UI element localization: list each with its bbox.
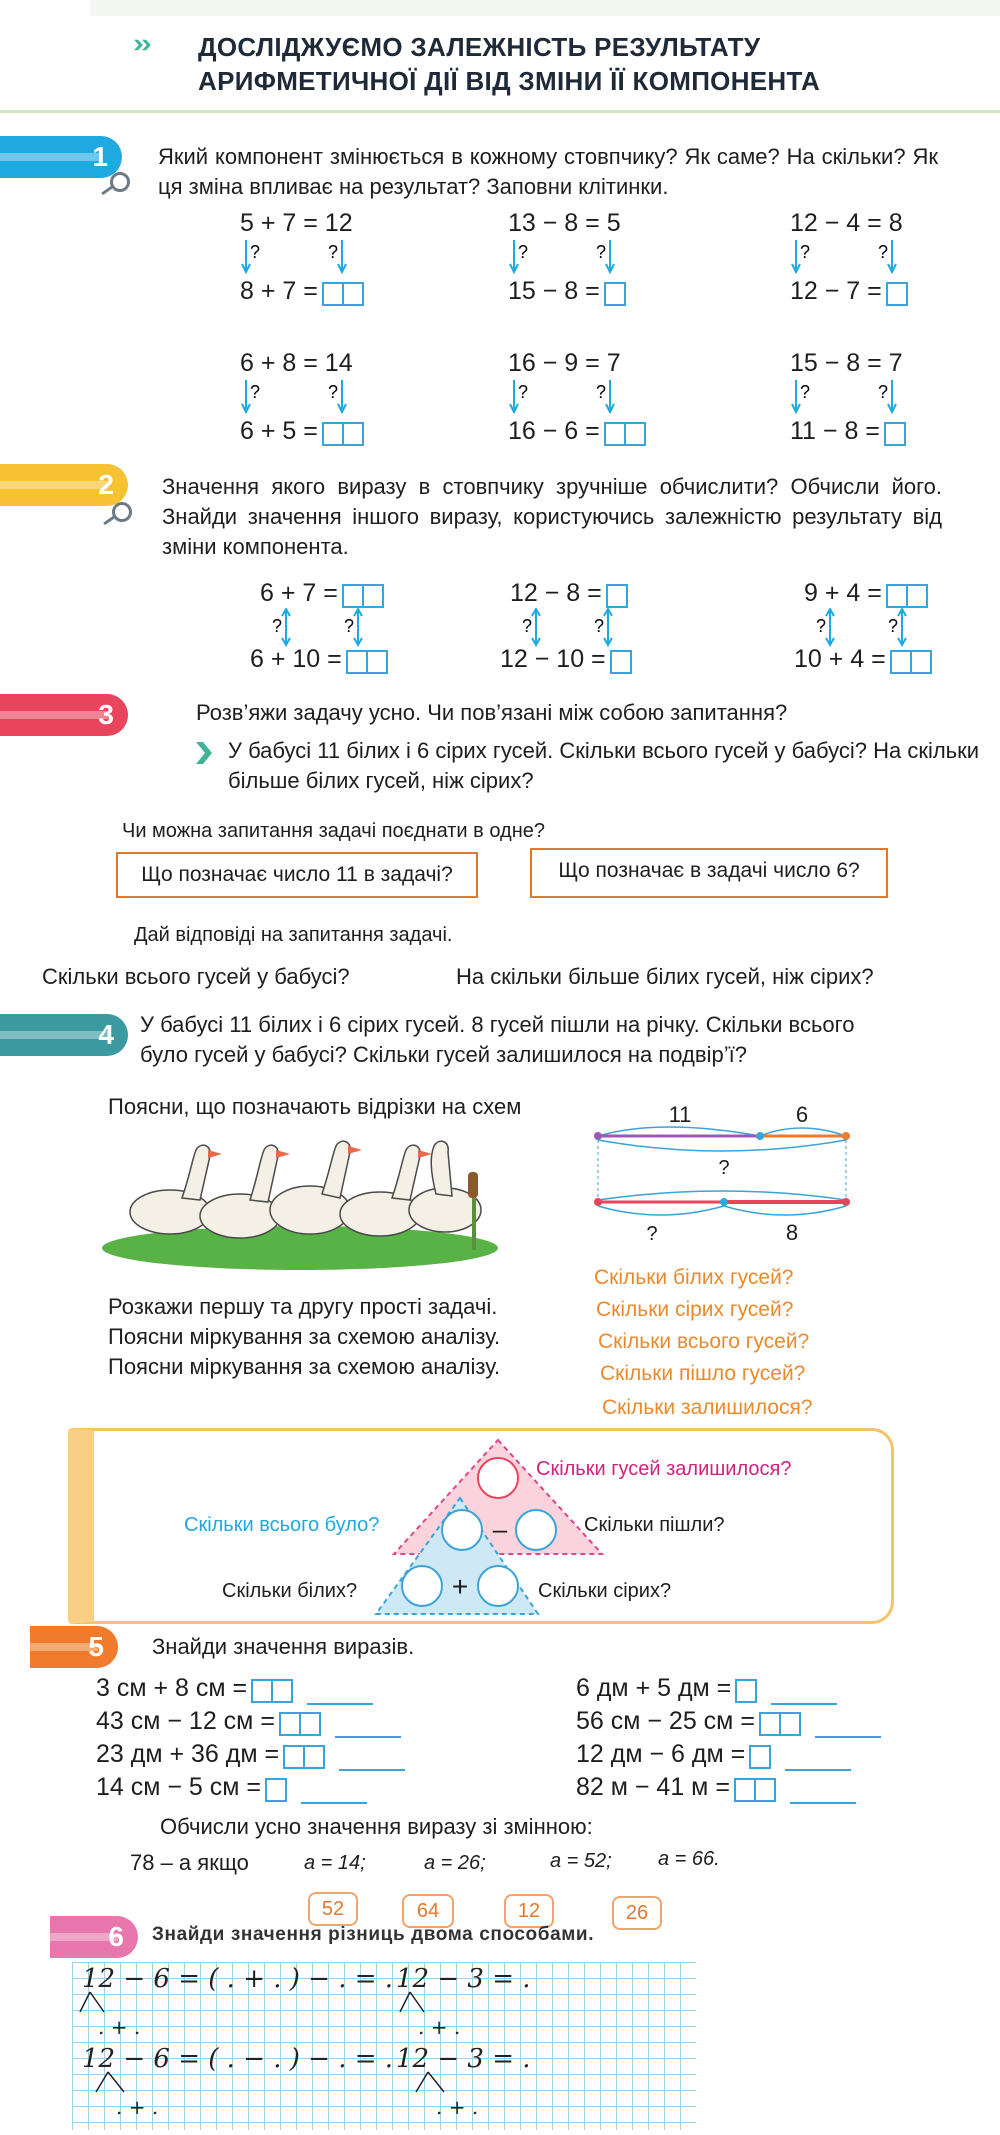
- task4-orange-q: Скільки пішло гусей?: [600, 1362, 806, 1385]
- header-top-strip: [90, 0, 1000, 16]
- equation-top: [510, 578, 628, 609]
- expression-text: 14 см − 5 см =: [96, 1773, 262, 1801]
- answer-cell[interactable]: [754, 1778, 776, 1802]
- answer-cell[interactable]: [910, 650, 932, 674]
- variable-value: а = 26;: [424, 1852, 486, 1874]
- answer-cell[interactable]: [759, 1712, 781, 1736]
- svg-text:. + .: . + .: [98, 2015, 141, 2039]
- answer-line[interactable]: [790, 1780, 856, 1804]
- diagram-label-grey: Скільки сірих?: [538, 1580, 672, 1602]
- expression-row: [96, 1705, 401, 1738]
- expression-row: [576, 1738, 851, 1771]
- expression-row: [576, 1672, 837, 1705]
- equation-top: 13 − 8 = 5: [508, 209, 621, 237]
- minus-sign: –: [492, 1514, 508, 1544]
- answer-cell[interactable]: [265, 1778, 287, 1802]
- variable-value: а = 14;: [304, 1852, 366, 1874]
- answer-cells[interactable]: [884, 417, 906, 447]
- answer-cell[interactable]: [734, 1778, 756, 1802]
- diagram-label-white: Скільки білих?: [222, 1580, 358, 1602]
- equation-text: 12 − 10 =: [500, 645, 606, 673]
- expression-text: 23 дм + 36 дм =: [96, 1740, 280, 1768]
- task4-orange-q: Скільки залишилося?: [602, 1396, 813, 1419]
- question-mark: ?: [328, 382, 339, 402]
- equation-text: 6 + 5 =: [240, 417, 318, 445]
- answer-line[interactable]: [771, 1681, 837, 1705]
- expression-text: 56 см − 25 см =: [576, 1707, 755, 1735]
- answer-cells[interactable]: [890, 645, 932, 675]
- answer-badge: 26: [612, 1896, 662, 1930]
- equation-top: 12 − 4 = 8: [790, 209, 903, 237]
- question-mark: ?: [250, 242, 261, 262]
- expression-row: [96, 1738, 405, 1771]
- equation-text: 11 − 8 =: [790, 417, 880, 445]
- task4-orange-q: Скільки білих гусей?: [594, 1266, 794, 1289]
- answer-cell[interactable]: [322, 422, 344, 446]
- task1-text: Який компонент змінюється в кожному стовпчику? Як саме? На скільки? Як ця зміна впливає на результат? Заповни клітинки.: [158, 144, 938, 199]
- scheme-label-left: ?: [646, 1223, 658, 1245]
- handwritten-line: 12 − 6 = ( . − . ) − . = .: [82, 2044, 394, 2074]
- answer-cell[interactable]: [322, 282, 344, 306]
- answer-cell[interactable]: [906, 584, 928, 608]
- question-mark: ?: [344, 616, 355, 636]
- instruction-line: Поясни міркування за схемою аналізу.: [108, 1354, 501, 1379]
- equation-text: 10 + 4 =: [794, 645, 886, 673]
- answer-cell[interactable]: [779, 1712, 801, 1736]
- equation-top: 5 + 7 = 12: [240, 209, 353, 237]
- answer-line[interactable]: [301, 1780, 367, 1804]
- expression-row: [576, 1705, 881, 1738]
- instruction-line: Розкажи першу та другу прості задачі.: [108, 1294, 498, 1319]
- task-number-badge: 5: [30, 1626, 118, 1668]
- question-mark: ?: [800, 382, 811, 402]
- plus-sign: +: [451, 1571, 469, 1602]
- svg-text:. + .: . + .: [116, 2095, 159, 2119]
- answer-cells[interactable]: [606, 579, 628, 609]
- task-number-badge: 2: [0, 464, 128, 506]
- answer-line[interactable]: [815, 1714, 881, 1738]
- handwritten-line: 12 − 6 = ( . + . ) − . = .: [82, 1964, 394, 1994]
- answer-cells[interactable]: [346, 645, 388, 675]
- instruction-line: Поясни міркування за схемою аналізу.: [108, 1324, 501, 1349]
- answer-badge: 52: [308, 1892, 358, 1926]
- decomposition-marks: [72, 1962, 696, 2130]
- question-mark: ?: [800, 242, 811, 262]
- magnifier-icon: [112, 502, 132, 522]
- arrow-icons: [784, 238, 904, 278]
- equation-bottom: [500, 644, 632, 675]
- task4-problem: У бабусі 11 білих і 6 сірих гусей. 8 гусей пішли на річку. Скільки всього було гусей у бабусі? Скільки гусей залишилося на подвір’ї?: [140, 1012, 855, 1067]
- answer-cell[interactable]: [886, 282, 908, 306]
- equation-text: 15 − 8 =: [508, 277, 600, 305]
- svg-text:. + .: . + .: [418, 2015, 461, 2039]
- answer-line[interactable]: [785, 1747, 851, 1771]
- equation-text: 12 − 7 =: [790, 277, 882, 305]
- answer-cell[interactable]: [606, 584, 628, 608]
- answer-cells[interactable]: [734, 1772, 776, 1804]
- equation-bottom: [508, 276, 626, 307]
- task3-question-difference: На скільки більше білих гусей, ніж сірих?: [456, 964, 874, 989]
- equation-top: [804, 578, 928, 609]
- diagram-label-gone: Скільки пішли?: [584, 1514, 725, 1536]
- answer-cell[interactable]: [251, 1679, 273, 1703]
- answer-cell[interactable]: [735, 1679, 757, 1703]
- question-box-11: Що позначає число 11 в задачі?: [116, 852, 478, 898]
- handwritten-line: 12 − 3 = .: [396, 1964, 531, 1994]
- answer-cell[interactable]: [366, 650, 388, 674]
- arrow-icons: [502, 238, 622, 278]
- answer-cell[interactable]: [749, 1745, 771, 1769]
- answer-badge: 64: [402, 1894, 454, 1928]
- task-number-badge: 1: [0, 136, 122, 178]
- task4-orange-q: Скільки всього гусей?: [598, 1330, 810, 1353]
- question-box-6: Що позначає в задачі число 6?: [530, 848, 888, 898]
- equation-bottom: [250, 644, 388, 675]
- page-title: ДОСЛІДЖУЄМО ЗАЛЕЖНІСТЬ РЕЗУЛЬТАТУ АРИФМЕТИЧНОЇ ДІЇ ВІД ЗМІНИ ЇЇ КОМПОНЕНТА: [198, 32, 821, 96]
- task5-text: Знайди значення виразів.: [152, 1634, 415, 1659]
- expression-text: 82 м − 41 м =: [576, 1773, 730, 1801]
- question-mark: ?: [878, 382, 889, 402]
- answer-line[interactable]: [339, 1747, 405, 1771]
- task3-combine-question: Чи можна запитання задачі поєднати в одне?: [122, 820, 545, 842]
- question-mark: ?: [272, 616, 283, 636]
- diagram-label-remaining: Скільки гусей залишилося?: [536, 1458, 792, 1480]
- question-mark: ?: [522, 616, 533, 636]
- question-mark: ?: [888, 616, 899, 636]
- answer-cell[interactable]: [342, 584, 364, 608]
- equation-text: 6 + 10 =: [250, 645, 342, 673]
- svg-text:. + .: . + .: [436, 2095, 479, 2119]
- task4-instructions: [108, 1292, 500, 1382]
- equation-text: 16 − 6 =: [508, 417, 600, 445]
- answer-cells[interactable]: [283, 1739, 325, 1771]
- question-mark: ?: [816, 616, 827, 636]
- task3-answer-prompt: Дай відповіді на запитання задачі.: [134, 924, 453, 946]
- scheme-label-6: 6: [795, 1102, 809, 1127]
- expression-row: [576, 1771, 856, 1804]
- scheme-label-11: 11: [668, 1102, 692, 1127]
- double-chevron-icon: [134, 32, 154, 58]
- expression-text: 43 см − 12 см =: [96, 1707, 275, 1735]
- arrow-icons: [502, 378, 622, 418]
- answer-cells[interactable]: [265, 1772, 287, 1804]
- equation-bottom: [240, 416, 364, 447]
- answer-cells[interactable]: [604, 277, 626, 307]
- segment-scheme: [580, 1100, 860, 1250]
- equation-top: 16 − 9 = 7: [508, 349, 621, 377]
- equation-top: 15 − 8 = 7: [790, 349, 903, 377]
- answer-cell[interactable]: [624, 422, 646, 446]
- answer-cell[interactable]: [610, 650, 632, 674]
- variable-value: а = 66.: [658, 1848, 720, 1870]
- question-mark: ?: [518, 242, 529, 262]
- equation-bottom: [790, 276, 908, 307]
- answer-cell[interactable]: [283, 1745, 305, 1769]
- task3-question-total: Скільки всього гусей у бабусі?: [42, 964, 350, 989]
- answer-cell[interactable]: [346, 650, 368, 674]
- equation-text: 12 − 8 =: [510, 579, 602, 607]
- answer-cell[interactable]: [886, 584, 908, 608]
- answer-cells[interactable]: [886, 277, 908, 307]
- answer-cell[interactable]: [890, 650, 912, 674]
- task5-variable-text: Обчисли усно значення виразу зі змінною:: [160, 1814, 593, 1839]
- equation-bottom: [508, 416, 646, 447]
- double-arrow-icons: [272, 608, 382, 648]
- scheme-label-8: 8: [785, 1220, 799, 1245]
- handwritten-line: 12 − 3 = .: [396, 2044, 531, 2074]
- equation-top: [260, 578, 384, 609]
- double-arrow-icons: [522, 608, 632, 648]
- arrow-icons: [234, 238, 354, 278]
- chevron-right-icon: [196, 742, 212, 764]
- answer-cell[interactable]: [342, 422, 364, 446]
- question-mark: ?: [878, 242, 889, 262]
- equation-text: 6 + 7 =: [260, 579, 338, 607]
- question-mark: ?: [328, 242, 339, 262]
- diagram-label-total: Скільки всього було?: [184, 1514, 380, 1536]
- task3-intro: Розв’яжи задачу усно. Чи пов’язані між собою запитання?: [196, 700, 788, 725]
- scheme-label-total: ?: [718, 1157, 730, 1179]
- question-mark: ?: [518, 382, 529, 402]
- answer-cells[interactable]: [749, 1739, 771, 1771]
- answer-cells[interactable]: [604, 417, 646, 447]
- task3-problem: У бабусі 11 білих і 6 сірих гусей. Скільки всього гусей у бабусі? На скільки більше білих гусей, ніж сірих?: [228, 738, 980, 793]
- answer-cells[interactable]: [759, 1706, 801, 1738]
- expression-text: 6 дм + 5 дм =: [576, 1674, 732, 1702]
- answer-cells[interactable]: [735, 1673, 757, 1705]
- variable-value: а = 52;: [550, 1850, 612, 1872]
- answer-cell[interactable]: [604, 422, 626, 446]
- answer-cell[interactable]: [279, 1712, 301, 1736]
- answer-badge: 12: [504, 1894, 554, 1928]
- question-mark: ?: [596, 242, 607, 262]
- answer-cells[interactable]: [886, 579, 928, 609]
- answer-cell[interactable]: [271, 1679, 293, 1703]
- equation-bottom: [240, 276, 364, 307]
- answer-line[interactable]: [307, 1681, 373, 1705]
- question-mark: ?: [596, 382, 607, 402]
- expression-text: 12 дм − 6 дм =: [576, 1740, 746, 1768]
- task4-orange-q: Скільки сірих гусей?: [596, 1298, 794, 1321]
- answer-cells[interactable]: [251, 1673, 293, 1705]
- answer-cell[interactable]: [604, 282, 626, 306]
- answer-cell[interactable]: [299, 1712, 321, 1736]
- task4-explain: Поясни, що позначають відрізки на схем: [108, 1094, 522, 1119]
- answer-cell[interactable]: [884, 422, 906, 446]
- task-number-badge: 6: [50, 1916, 138, 1958]
- equation-bottom: [790, 416, 906, 447]
- equation-bottom: [794, 644, 932, 675]
- answer-cells[interactable]: [322, 417, 364, 447]
- answer-line[interactable]: [335, 1714, 401, 1738]
- answer-cell[interactable]: [342, 282, 364, 306]
- task-number-badge: 4: [0, 1014, 128, 1056]
- arrow-icons: [784, 378, 904, 418]
- question-mark: ?: [594, 616, 605, 636]
- answer-cell[interactable]: [362, 584, 384, 608]
- task6-text: Знайди значення різниць двома способами.: [152, 1924, 595, 1945]
- question-mark: ?: [250, 382, 261, 402]
- expression-row: [96, 1672, 373, 1705]
- arrow-icons: [234, 378, 354, 418]
- equation-text: 9 + 4 =: [804, 579, 882, 607]
- equation-text: 8 + 7 =: [240, 277, 318, 305]
- task-number-badge: 3: [0, 694, 128, 736]
- answer-cells[interactable]: [342, 579, 384, 609]
- geese-illustration: [100, 1120, 500, 1270]
- double-arrow-icons: [816, 608, 926, 648]
- answer-cells[interactable]: [279, 1706, 321, 1738]
- answer-cells[interactable]: [322, 277, 364, 307]
- answer-cell[interactable]: [303, 1745, 325, 1769]
- magnifier-icon: [110, 172, 130, 192]
- equation-top: 6 + 8 = 14: [240, 349, 353, 377]
- task5-expression: 78 – а якщо: [130, 1850, 249, 1875]
- answer-cells[interactable]: [610, 645, 632, 675]
- task2-text: Значення якого виразу в стовпчику зручніше обчислити? Обчисли його. Знайди значення іншого виразу, користуючись залежністю результату від зміни компонента.: [162, 474, 942, 559]
- expression-text: 3 см + 8 см =: [96, 1674, 248, 1702]
- expression-row: [96, 1771, 367, 1804]
